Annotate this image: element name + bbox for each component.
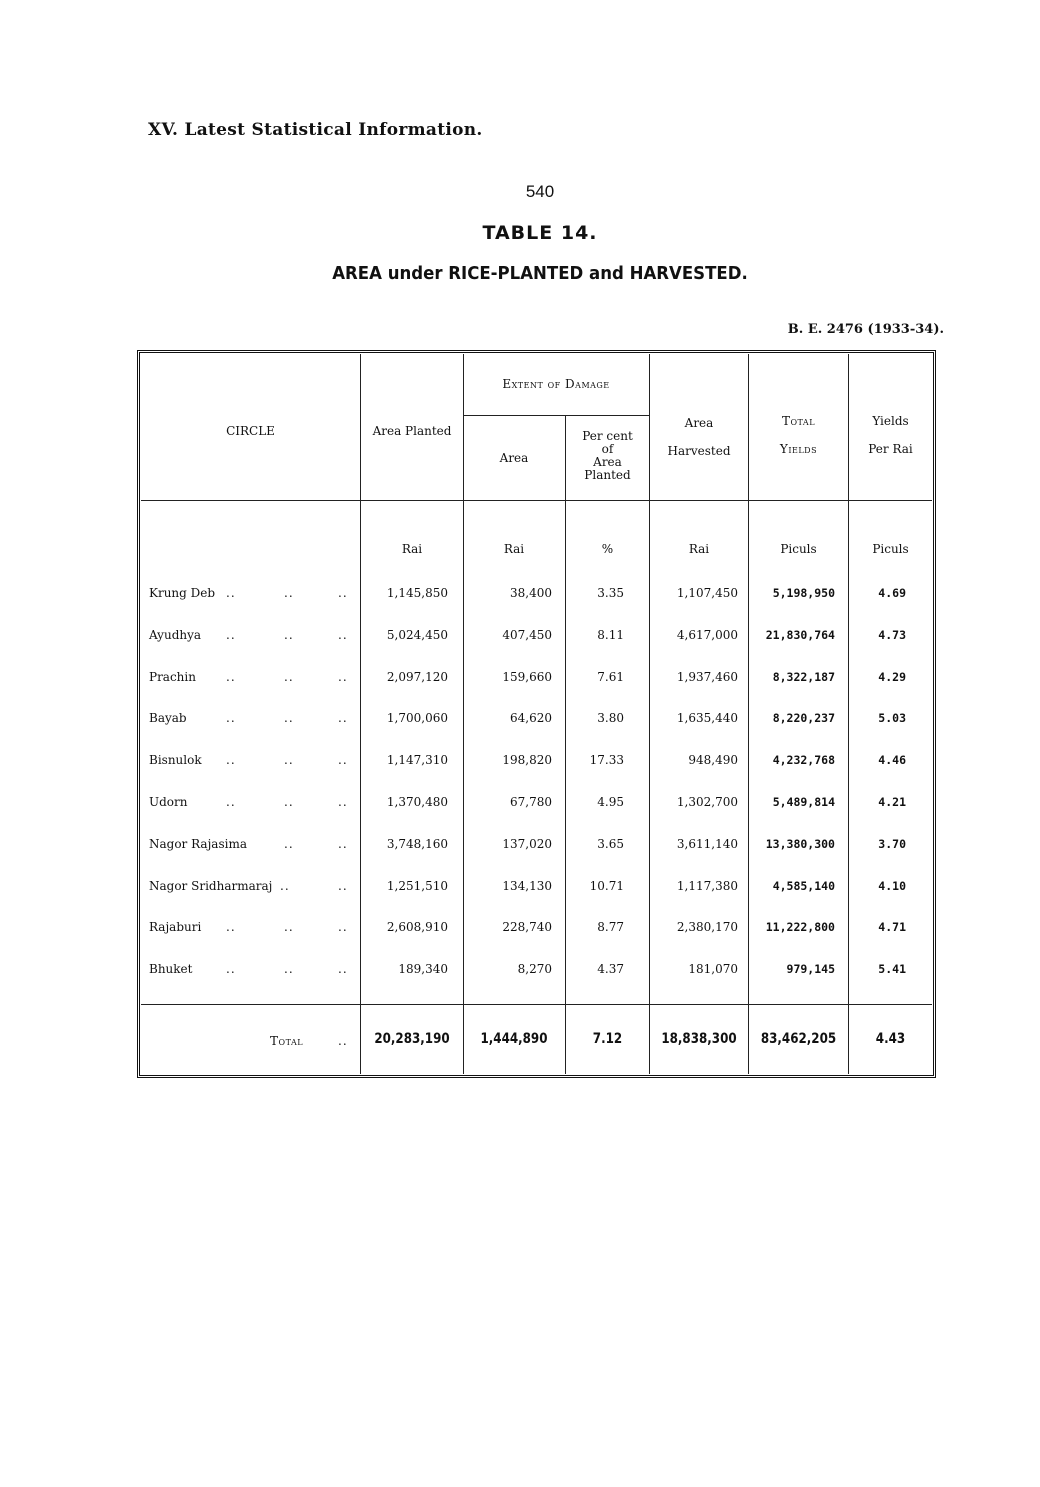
cell-damage-area: 198,820 bbox=[502, 753, 552, 767]
leader-dots: .. bbox=[226, 586, 236, 600]
header-total-yields bbox=[749, 407, 848, 463]
header-per-cent-line3: Area bbox=[593, 455, 622, 469]
cell-yields-per-rai: 5.41 bbox=[878, 962, 906, 976]
leader-dots: .. bbox=[280, 879, 290, 893]
leader-dots: .. bbox=[226, 753, 236, 767]
header-damage-area: Area bbox=[499, 451, 529, 465]
row-circle-name: Prachin bbox=[149, 670, 196, 684]
cell-per-cent: 4.37 bbox=[597, 962, 624, 976]
cell-yields-per-rai: 5.03 bbox=[878, 711, 906, 725]
cell-total-yields: 13,380,300 bbox=[765, 837, 835, 851]
table-subtitle: AREA under RICE-PLANTED and HARVESTED. bbox=[332, 263, 748, 284]
column-rule bbox=[565, 416, 566, 1074]
row-circle-name: Rajaburi bbox=[149, 920, 202, 934]
leader-dots: .. bbox=[284, 628, 294, 642]
cell-area-planted: 5,024,450 bbox=[386, 628, 448, 642]
total-area-harvested: 18,838,300 bbox=[661, 1031, 737, 1047]
cell-area-harvested: 3,611,140 bbox=[676, 837, 738, 851]
page-number: 540 bbox=[525, 182, 555, 201]
cell-area-planted: 1,251,510 bbox=[386, 879, 448, 893]
total-yields-per-rai: 4.43 bbox=[875, 1031, 906, 1047]
cell-yields-per-rai: 4.73 bbox=[878, 628, 906, 642]
unit-yields-per-rai: Piculs bbox=[872, 542, 909, 556]
leader-dots: .. bbox=[284, 586, 294, 600]
cell-yields-per-rai: 4.71 bbox=[878, 920, 906, 934]
cell-area-planted: 189,340 bbox=[398, 962, 448, 976]
leader-dots: .. bbox=[338, 628, 348, 642]
leader-dots: .. bbox=[338, 753, 348, 767]
cell-area-harvested: 2,380,170 bbox=[676, 920, 738, 934]
cell-damage-area: 228,740 bbox=[502, 920, 552, 934]
cell-total-yields: 5,198,950 bbox=[772, 586, 835, 600]
leader-dots: .. bbox=[226, 920, 236, 934]
header-per-cent-line2: of bbox=[601, 442, 614, 456]
leader-dots: .. bbox=[226, 711, 236, 725]
header-yields-per-rai-line2: Per Rai bbox=[868, 442, 913, 456]
unit-area-planted: Rai bbox=[401, 542, 423, 556]
leader-dots: .. bbox=[284, 711, 294, 725]
row-circle-name: Bayab bbox=[149, 711, 187, 725]
cell-area-harvested: 1,635,440 bbox=[676, 711, 738, 725]
cell-total-yields: 8,220,237 bbox=[772, 711, 835, 725]
header-total-yields-line2: Yields bbox=[779, 442, 818, 456]
cell-area-planted: 1,370,480 bbox=[386, 795, 448, 809]
cell-yields-per-rai: 4.21 bbox=[878, 795, 906, 809]
cell-area-harvested: 1,937,460 bbox=[676, 670, 738, 684]
cell-per-cent: 8.11 bbox=[597, 628, 624, 642]
total-rule bbox=[141, 1004, 932, 1005]
cell-per-cent: 8.77 bbox=[597, 920, 624, 934]
header-rule bbox=[141, 500, 932, 501]
cell-area-harvested: 948,490 bbox=[688, 753, 738, 767]
cell-per-cent: 3.35 bbox=[597, 586, 624, 600]
leader-dots: .. bbox=[338, 920, 348, 934]
leader-dots: .. bbox=[338, 879, 348, 893]
row-circle-name: Bisnulok bbox=[149, 753, 202, 767]
leader-dots: .. bbox=[284, 837, 294, 851]
cell-yields-per-rai: 4.46 bbox=[878, 753, 906, 767]
total-per-cent: 7.12 bbox=[592, 1031, 623, 1047]
cell-per-cent: 3.65 bbox=[597, 837, 624, 851]
cell-yields-per-rai: 3.70 bbox=[878, 837, 906, 851]
header-per-cent-line1: Per cent bbox=[582, 429, 633, 443]
cell-area-harvested: 4,617,000 bbox=[676, 628, 738, 642]
cell-area-harvested: 1,107,450 bbox=[676, 586, 738, 600]
cell-total-yields: 4,232,768 bbox=[772, 753, 835, 767]
cell-per-cent: 3.80 bbox=[597, 711, 624, 725]
leader-dots: .. bbox=[338, 795, 348, 809]
leader-dots: .. bbox=[338, 586, 348, 600]
cell-damage-area: 137,020 bbox=[502, 837, 552, 851]
header-area-planted: Area Planted bbox=[372, 424, 452, 438]
leader-dots: .. bbox=[226, 962, 236, 976]
leader-dots: .. bbox=[284, 670, 294, 684]
leader-dots: .. bbox=[338, 962, 348, 976]
total-damage-area: 1,444,890 bbox=[480, 1031, 548, 1047]
cell-damage-area: 134,130 bbox=[502, 879, 552, 893]
header-per-cent bbox=[566, 430, 649, 482]
cell-area-harvested: 1,302,700 bbox=[676, 795, 738, 809]
total-area-planted: 20,283,190 bbox=[374, 1031, 450, 1047]
total-total-yields: 83,462,205 bbox=[760, 1031, 837, 1047]
table-title: TABLE 14. bbox=[482, 222, 598, 244]
leader-dots: .. bbox=[284, 753, 294, 767]
header-extent-of-damage: Extent of Damage bbox=[502, 377, 610, 391]
leader-dots: .. bbox=[284, 795, 294, 809]
cell-total-yields: 8,322,187 bbox=[772, 670, 835, 684]
cell-yields-per-rai: 4.69 bbox=[878, 586, 906, 600]
cell-total-yields: 21,830,764 bbox=[765, 628, 835, 642]
total-dots: .. bbox=[338, 1034, 348, 1048]
cell-per-cent: 17.33 bbox=[589, 753, 624, 767]
header-rule bbox=[463, 415, 649, 416]
column-rule bbox=[360, 354, 361, 1074]
cell-area-planted: 1,145,850 bbox=[386, 586, 448, 600]
cell-damage-area: 64,620 bbox=[510, 711, 552, 725]
cell-area-harvested: 181,070 bbox=[688, 962, 738, 976]
row-circle-name: Nagor Sridharmaraj bbox=[149, 879, 273, 893]
leader-dots: .. bbox=[284, 962, 294, 976]
cell-yields-per-rai: 4.29 bbox=[878, 670, 906, 684]
header-yields-per-rai-line1: Yields bbox=[872, 414, 909, 428]
leader-dots: .. bbox=[284, 920, 294, 934]
leader-dots: .. bbox=[338, 670, 348, 684]
unit-area-harvested: Rai bbox=[688, 542, 710, 556]
unit-total-yields: Piculs bbox=[780, 542, 817, 556]
header-area-harvested bbox=[650, 409, 748, 465]
header-area-harvested-line1: Area bbox=[684, 416, 714, 430]
row-circle-name: Nagor Rajasima bbox=[149, 837, 247, 851]
cell-damage-area: 67,780 bbox=[510, 795, 552, 809]
leader-dots: .. bbox=[226, 795, 236, 809]
cell-area-planted: 3,748,160 bbox=[386, 837, 448, 851]
leader-dots: .. bbox=[338, 711, 348, 725]
cell-per-cent: 10.71 bbox=[589, 879, 624, 893]
header-yields-per-rai bbox=[849, 407, 932, 463]
cell-damage-area: 159,660 bbox=[502, 670, 552, 684]
cell-total-yields: 4,585,140 bbox=[772, 879, 835, 893]
leader-dots: .. bbox=[226, 628, 236, 642]
cell-per-cent: 7.61 bbox=[597, 670, 624, 684]
header-per-cent-line4: Planted bbox=[584, 468, 631, 482]
cell-total-yields: 979,145 bbox=[786, 962, 835, 976]
cell-total-yields: 5,489,814 bbox=[772, 795, 835, 809]
header-area-harvested-line2: Harvested bbox=[667, 444, 731, 458]
header-circle: CIRCLE bbox=[226, 424, 275, 438]
row-circle-name: Krung Deb bbox=[149, 586, 216, 600]
unit-per-cent: % bbox=[601, 542, 614, 556]
cell-area-planted: 1,700,060 bbox=[386, 711, 448, 725]
cell-area-planted: 2,608,910 bbox=[386, 920, 448, 934]
year-note: B. E. 2476 (1933-34). bbox=[787, 322, 944, 337]
cell-per-cent: 4.95 bbox=[597, 795, 624, 809]
section-heading: XV. Latest Statistical Information. bbox=[148, 120, 483, 140]
row-circle-name: Udorn bbox=[149, 795, 188, 809]
total-label: Total bbox=[270, 1034, 304, 1048]
header-total-yields-line1: Total bbox=[781, 414, 816, 428]
leader-dots: .. bbox=[338, 837, 348, 851]
leader-dots: .. bbox=[226, 670, 236, 684]
cell-area-planted: 2,097,120 bbox=[386, 670, 448, 684]
cell-area-planted: 1,147,310 bbox=[386, 753, 448, 767]
cell-damage-area: 8,270 bbox=[517, 962, 552, 976]
row-circle-name: Ayudhya bbox=[149, 628, 202, 642]
unit-damage-area: Rai bbox=[503, 542, 525, 556]
cell-damage-area: 407,450 bbox=[502, 628, 552, 642]
row-circle-name: Bhuket bbox=[149, 962, 193, 976]
cell-yields-per-rai: 4.10 bbox=[878, 879, 906, 893]
cell-damage-area: 38,400 bbox=[510, 586, 552, 600]
cell-total-yields: 11,222,800 bbox=[765, 920, 835, 934]
cell-area-harvested: 1,117,380 bbox=[676, 879, 738, 893]
